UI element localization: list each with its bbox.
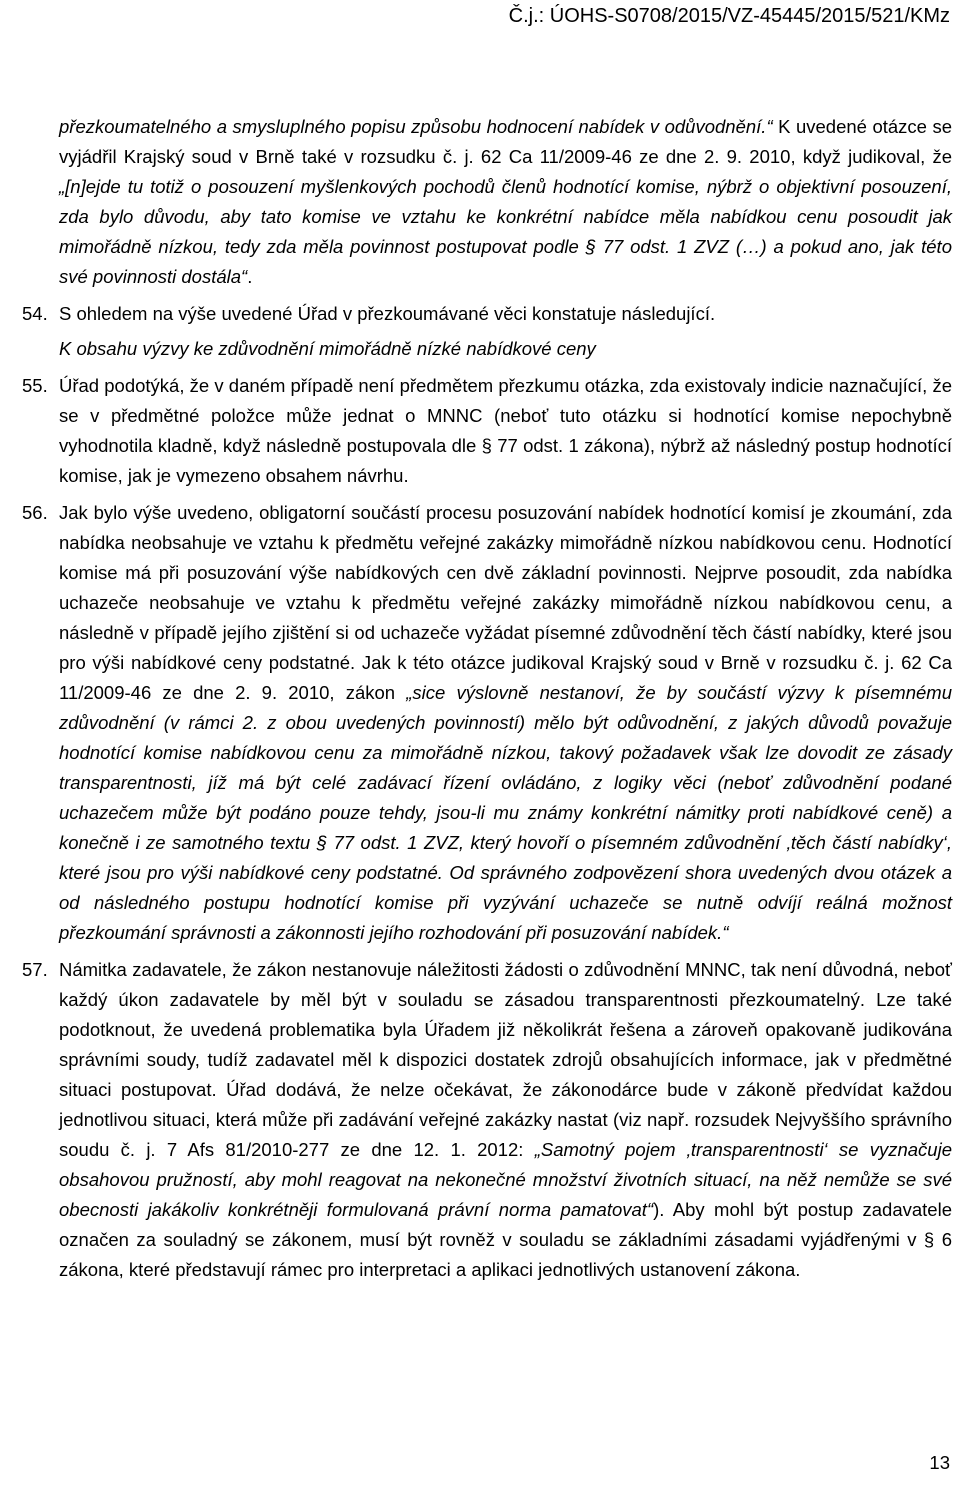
paragraph-number: 54.	[22, 303, 48, 324]
quoted-text: přezkoumatelného a smysluplného popisu způsobu hodnocení nabídek v odůvodnění.“	[59, 116, 773, 137]
numbered-paragraph	[22, 498, 952, 948]
numbered-paragraph	[22, 299, 952, 329]
quoted-text: „[n]ejde tu totiž o posouzení myšlenkových pochodů členů hodnotící komise, nýbrž o objektivní posouzení, zda bylo důvodu, aby tato komise ve vztahu ke konkrétní nabídce měla nabídkou cenu posoudit jak mimořádně nízkou, tedy zda měla povinnost postupovat podle § 77 odst. 1 ZVZ (…) a pokud ano, jak této své povinnosti dostála“	[59, 176, 952, 287]
paragraph-number: 56.	[22, 502, 48, 523]
body-text: Úřad podotýká, že v daném případě není předmětem přezkumu otázka, zda existovaly indicie naznačující, že se v předmětné položce může jednat o MNNC (neboť tuto otázku si hodnotící komise nepochybně vyhodnotila kladně, když následně postupovala dle § 77 odst. 1 zákona), nýbrž až následný postup hodnotící komise, jak je vymezeno obsahem návrhu.	[59, 375, 952, 486]
numbered-paragraph	[22, 371, 952, 491]
body-text: S ohledem na výše uvedené Úřad v přezkoumávané věci konstatuje následující.	[59, 303, 716, 324]
body-text: .	[247, 266, 253, 287]
continuation-paragraph	[59, 112, 952, 292]
document-reference: Č.j.: ÚOHS-S0708/2015/VZ-45445/2015/521/KMz	[508, 5, 950, 27]
numbered-paragraph	[22, 955, 952, 1285]
page-number: 13	[929, 1452, 950, 1473]
paragraph-number: 57.	[22, 959, 48, 980]
body-text: Jak bylo výše uvedeno, obligatorní součástí procesu posuzování nabídek hodnotící komisí je zkoumání, zda nabídka neobsahuje ve vztahu k předmětu veřejné zakázky mimořádně nízkou nabídkovou cenu. Hodnotící komise má při posuzování výše nabídkových cen dvě základní povinnosti. Nejprve posoudit, zda nabídka uchazeče neobsahuje ve vztahu k předmětu veřejné zakázky mimořádně nízkou nabídkovou cenu, a následně v případě jejího zjištění si od uchazeče vyžádat písemné zdůvodnění těch částí nabídky, které jsou pro výši nabídkové ceny podstatné. Jak k této otázce judikoval Krajský soud v Brně v rozsudku č. j. 62 Ca 11/2009-46 ze dne 2. 9. 2010, zákon	[59, 502, 952, 703]
body-text: ). Aby mohl být postup zadavatele označen za souladný se zákonem, musí být rovněž v souladu se základními zásadami vyjádřenými v § 6 zákona, které představují rámec pro interpretaci a aplikaci jednotlivých ustanovení zákona.	[59, 1199, 952, 1280]
quoted-text: „Samotný pojem ‚transparentnosti‘ se vyznačuje obsahovou pružností, aby mohl reagovat na nekonečné množství životních situací, na něž nemůže se své obecnosti jakákoliv konkrétněji formulovaná právní norma pamatovat“	[59, 1139, 952, 1220]
body-text: K uvedené otázce se vyjádřil Krajský soud v Brně také v rozsudku č. j. 62 Ca 11/2009-46 ze dne 2. 9. 2010, když judikoval, že	[59, 116, 952, 167]
paragraph-number: 55.	[22, 375, 48, 396]
body-text: Námitka zadavatele, že zákon nestanovuje náležitosti žádosti o zdůvodnění MNNC, tak není důvodná, neboť každý úkon zadavatele by měl být v souladu se zásadou transparentnosti přezkoumatelný. Lze také podotknout, že uvedená problematika byla Úřadem již několikrát řešena a zároveň opakovaně judikována správními soudy, tudíž zadavatel měl k dispozici dostatek zdrojů obsahujících informace, jak v předmětné situaci postupovat. Úřad dodává, že nelze očekávat, že zákonodárce bude v zákoně předvídat každou jednotlivou situaci, která může při zadávání veřejné zakázky nastat (viz např. rozsudek Nejvyššího správního soudu č. j. 7 Afs 81/2010-277 ze dne 12. 1. 2012:	[59, 959, 952, 1160]
section-heading: K obsahu výzvy ke zdůvodnění mimořádně nízké nabídkové ceny	[59, 338, 596, 359]
document-body	[22, 112, 952, 1285]
quoted-text: „sice výslovně nestanoví, že by součástí výzvy k písemnému zdůvodnění (v rámci 2. z obou uvedených povinností) mělo být odůvodnění, z jakých důvodů považuje hodnotící komise nabídkovou cenu za mimořádně nízkou, takový požadavek však lze dovodit ze zásady transparentnosti, jíž má být celé zadávací řízení ovládáno, z logiky věci (neboť zdůvodnění podané uchazečem může být podáno pouze tehdy, jsou-li mu známy konkrétní námitky proti nabídkové ceně) a konečně i ze samotného textu § 77 odst. 1 ZVZ, který hovoří o písemném zdůvodnění ‚těch částí nabídky‘, které jsou pro výši nabídkové ceny podstatné. Od správného zodpovězení shora uvedených dvou otázek a od následného postupu hodnotící komise při vyzývání uchazeče se nutně odvíjí reálná možnost přezkoumání správnosti a zákonnosti jejího rozhodování při posuzování nabídek.“	[59, 682, 952, 943]
